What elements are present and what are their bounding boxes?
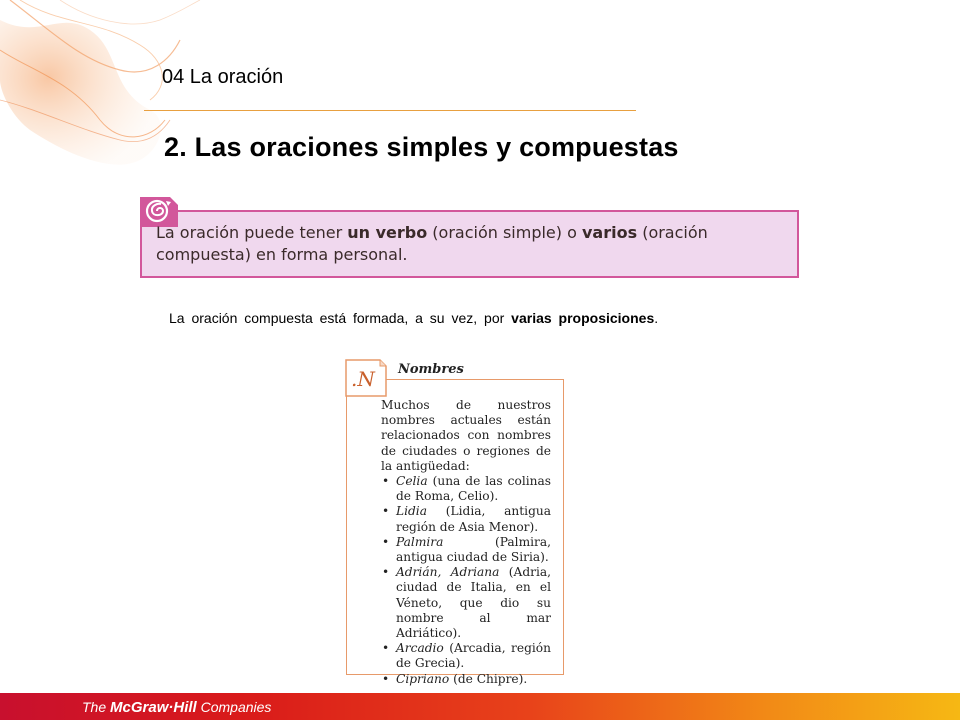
list-item: • Adrián, Adriana (Adria, ciudad de Italia, en el Véneto, que dio su nombre al mar Adriático). xyxy=(381,565,551,641)
sidebar-heading: Nombres xyxy=(398,362,464,377)
list-item: • Palmira (Palmira, antigua ciudad de Siria). xyxy=(381,535,551,565)
list-item: • Arcadio (Arcadia, región de Grecia). xyxy=(381,641,551,671)
list-item: • Celia (una de las colinas de Roma, Celio). xyxy=(381,474,551,504)
body-paragraph: La oración compuesta está formada, a su vez, por varias proposiciones. xyxy=(169,310,659,326)
names-list xyxy=(381,474,551,687)
sidebar-intro: Muchos de nuestros nombres actuales están relacionados con nombres de ciudades o regiones de la antigüedad: xyxy=(381,398,551,473)
N-letter-icon xyxy=(344,358,388,398)
header-divider xyxy=(144,110,636,111)
N-letter-glyph: .N xyxy=(351,367,375,391)
sidebar-content xyxy=(381,398,551,687)
publisher-logo: The McGraw·Hill Companies xyxy=(82,699,272,716)
list-item: • Cipriano (de Chipre). xyxy=(381,672,551,687)
list-item: • Lidia (Lidia, antigua región de Asia Menor). xyxy=(381,504,551,534)
section-label: 04 La oración xyxy=(162,66,284,88)
page-title: 2. Las oraciones simples y compuestas xyxy=(164,132,679,162)
definition-text: La oración puede tener un verbo (oración simple) o varios (oración compuesta) en forma personal. xyxy=(156,223,708,264)
